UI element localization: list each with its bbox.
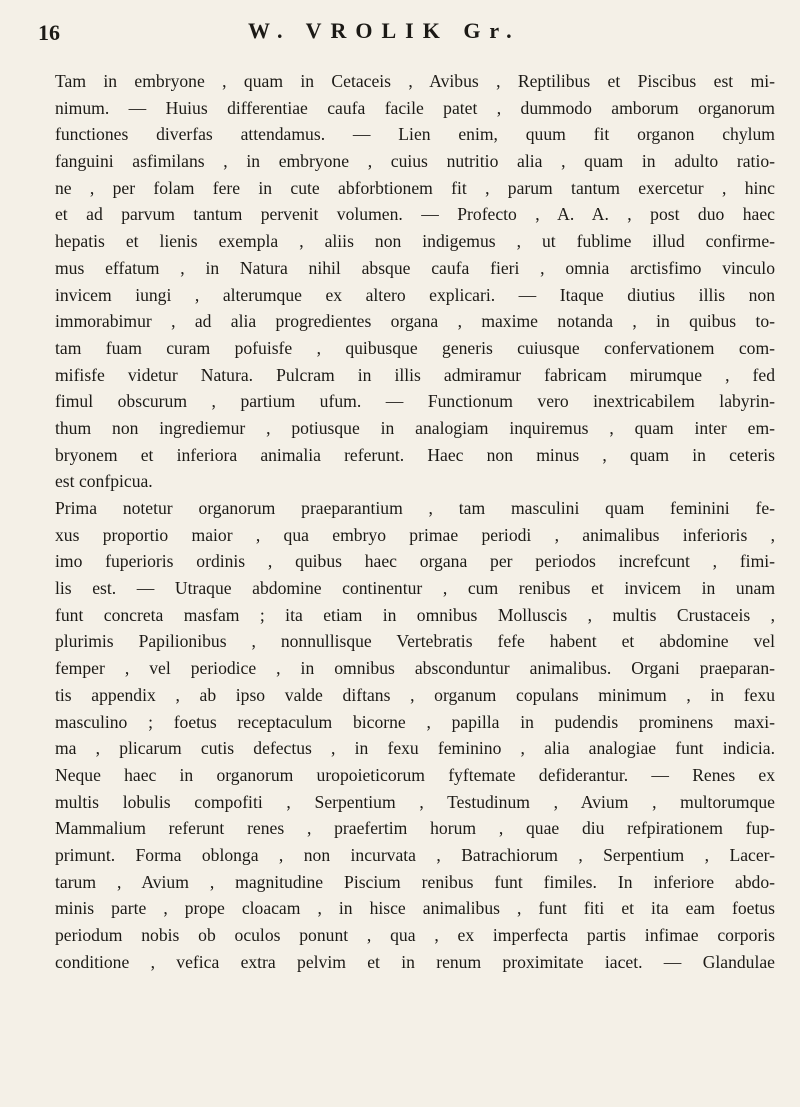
text-line: plurimis Papilionibus , nonnullisque Vertebratis fefe habent et abdomine vel	[55, 631, 775, 652]
text-line: ne , per folam fere in cute abforbtionem fit , parum tantum exercetur , hinc	[55, 177, 775, 198]
text-line: conditione , vefica extra pelvim et in renum proximitate iacet. — Glandulae	[55, 951, 775, 972]
text-line: bryonem et inferiora animalia referunt. Haec non minus , quam in ceteris	[55, 444, 775, 465]
running-head	[0, 10, 800, 50]
text-line: periodum nobis ob oculos ponunt , qua , ex imperfecta partis infimae corporis	[55, 925, 775, 945]
text-line: tarum , Avium , magnitudine Piscium renibus funt fimiles. In inferiore abdo-	[55, 871, 775, 892]
body-text	[55, 68, 775, 975]
text-line: mifisfe videtur Natura. Pulcram in illis admiramur fabricam mirumque , fed	[55, 364, 775, 385]
text-line: immorabimur , ad alia progredientes organa , maxime notanda , in quibus to-	[55, 311, 775, 332]
text-line: mus effatum , in Natura nihil absque caufa fieri , omnia arctisfimo vinculo	[55, 257, 775, 278]
text-line: hepatis et lienis exempla , aliis non indigemus , ut fublime illud confirme-	[55, 231, 775, 252]
text-line: Mammalium referunt renes , praefertim horum , quae diu refpirationem fup-	[55, 818, 775, 839]
text-line: thum non ingrediemur , potiusque in analogiam inquiremus , quam inter em-	[55, 417, 775, 438]
text-line: tam fuam curam pofuisfe , quibusque generis cuiusque confervationem com-	[55, 337, 775, 358]
text-line: Neque haec in organorum uropoieticorum fyftemate defiderantur. — Renes ex	[55, 764, 775, 785]
text-line: lis est. — Utraque abdomine continentur , cum renibus et invicem in unam	[55, 578, 775, 599]
text-line: ma , plicarum cutis defectus , in fexu feminino , alia analogiae funt indicia.	[55, 738, 775, 759]
text-line: est confpicua.	[55, 471, 153, 492]
text-line: invicem iungi , alterumque ex altero explicari. — Itaque diutius illis non	[55, 284, 775, 305]
page-number: 16	[38, 20, 60, 45]
running-title: W. VROLIK Gr.	[248, 18, 521, 43]
text-line: Prima notetur organorum praeparantium , tam masculini quam feminini fe-	[55, 498, 775, 518]
text-line: primunt. Forma oblonga , non incurvata , Batrachiorum , Serpentium , Lacer-	[55, 844, 775, 865]
text-line: fanguini asfimilans , in embryone , cuius nutritio alia , quam in adulto ratio-	[55, 151, 775, 172]
text-line: masculino ; foetus receptaculum bicorne , papilla in pudendis prominens maxi-	[55, 711, 775, 732]
text-line: minis parte , prope cloacam , in hisce animalibus , funt fiti et ita eam foetus	[55, 898, 775, 919]
text-line: xus proportio maior , qua embryo primae periodi , animalibus inferioris ,	[55, 524, 775, 545]
text-line: multis lobulis compofiti , Serpentium , Testudinum , Avium , multorumque	[55, 791, 775, 812]
text-line: functiones diverfas attendamus. — Lien enim, quum fit organon chylum	[55, 124, 775, 145]
text-line: Tam in embryone , quam in Cetaceis , Avibus , Reptilibus et Piscibus est mi-	[55, 71, 775, 91]
text-line: et ad parvum tantum pervenit volumen. — Profecto , A. A. , post duo haec	[55, 204, 775, 225]
text-line: funt concreta masfam ; ita etiam in omnibus Molluscis , multis Crustaceis ,	[55, 604, 775, 625]
text-line: imo fuperioris ordinis , quibus haec organa per periodos increfcunt , fimi-	[55, 551, 775, 572]
text-line: fimul obscurum , partium ufum. — Functionum vero inextricabilem labyrin-	[55, 391, 775, 412]
text-line: tis appendix , ab ipso valde diftans , organum copulans minimum , in fexu	[55, 684, 775, 705]
text-line: nimum. — Huius differentiae caufa facile patet , dummodo amborum organorum	[55, 97, 775, 118]
text-line: femper , vel periodice , in omnibus absconduntur animalibus. Organi praeparan-	[55, 658, 775, 679]
